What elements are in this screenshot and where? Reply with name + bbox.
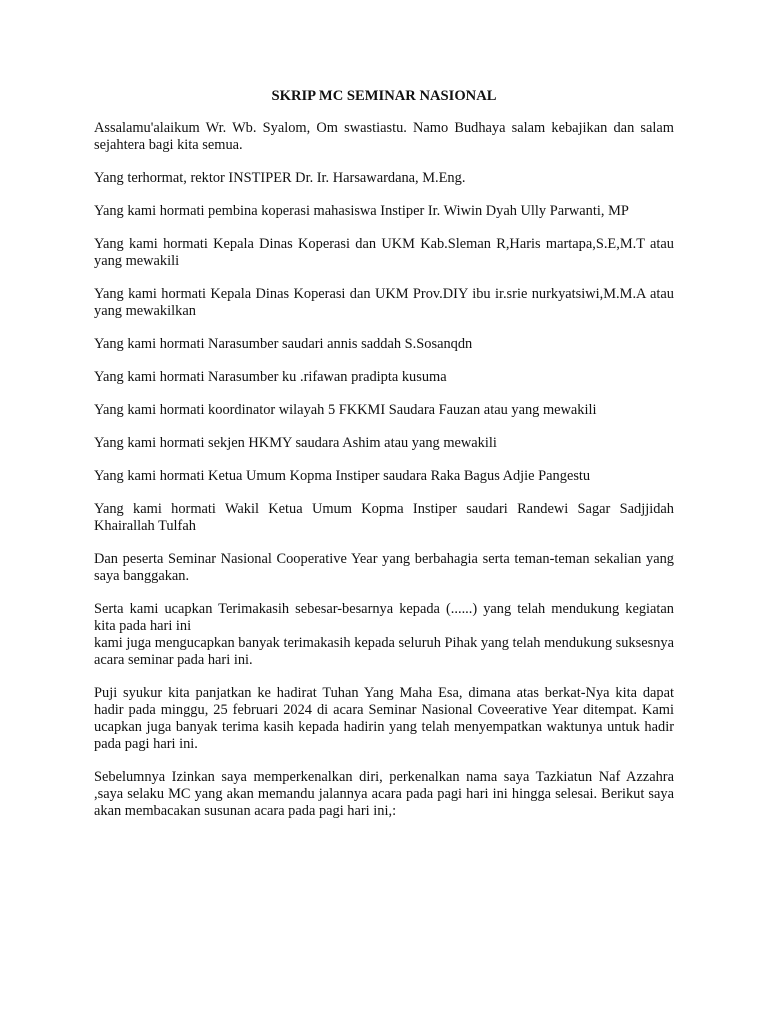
salutation-sleman-office: Yang kami hormati Kepala Dinas Koperasi dan UKM Kab.Sleman R,Haris martapa,S.E,M.T atau yang mewakili: [94, 236, 674, 269]
participants-paragraph: Dan peserta Seminar Nasional Cooperative Year yang berbahagia serta teman-teman sekalian yang saya banggakan.: [94, 551, 674, 584]
thanks-all-paragraph: kami juga mengucapkan banyak terimakasih kepada seluruh Pihak yang telah mendukung suksesnya acara seminar pada hari ini.: [94, 635, 674, 668]
salutation-fkkmi: Yang kami hormati koordinator wilayah 5 FKKMI Saudara Fauzan atau yang mewakili: [94, 402, 597, 418]
salutation-rector: Yang terhormat, rektor INSTIPER Dr. Ir. Harsawardana, M.Eng.: [94, 170, 466, 186]
salutation-kopma-chair: Yang kami hormati Ketua Umum Kopma Instiper saudara Raka Bagus Adjie Pangestu: [94, 468, 591, 484]
salutation-advisor: Yang kami hormati pembina koperasi mahasiswa Instiper Ir. Wiwin Dyah Ully Parwanti, MP: [94, 203, 629, 219]
salutation-speaker-2: Yang kami hormati Narasumber ku .rifawan pradipta kusuma: [94, 369, 447, 385]
salutation-diy-office: Yang kami hormati Kepala Dinas Koperasi dan UKM Prov.DIY ibu ir.srie nurkyatsiwi,M.M.A atau yang mewakilkan: [94, 286, 674, 319]
document-title: SKRIP MC SEMINAR NASIONAL: [271, 88, 497, 104]
greeting-paragraph: Assalamu'alaikum Wr. Wb. Syalom, Om swastiastu. Namo Budhaya salam kebajikan dan salam sejahtera bagi kita semua.: [94, 120, 674, 153]
introduction-paragraph: Sebelumnya Izinkan saya memperkenalkan diri, perkenalkan nama saya Tazkiatun Naf Azzahra ,saya selaku MC yang akan memandu jalannya acara pada pagi hari ini hingga selesai. Berikut saya akan membacakan susunan acara pada pagi hari ini,:: [94, 769, 674, 819]
salutation-kopma-vice-chair: Yang kami hormati Wakil Ketua Umum Kopma Instiper saudari Randewi Sagar Sadjjidah Khairallah Tulfah: [94, 501, 674, 534]
gratitude-paragraph: Puji syukur kita panjatkan ke hadirat Tuhan Yang Maha Esa, dimana atas berkat-Nya kita dapat hadir pada minggu, 25 februari 2024 di acara Seminar Nasional Coveerative Year ditempat. Kami ucapkan juga banyak terima kasih kepada hadirin yang telah menyempatkan waktunya untuk hadir pada pagi hari ini.: [94, 685, 674, 752]
salutation-speaker-1: Yang kami hormati Narasumber saudari annis saddah S.Sosanqdn: [94, 336, 473, 352]
salutation-hkmy: Yang kami hormati sekjen HKMY saudara Ashim atau yang mewakili: [94, 435, 497, 451]
thanks-paragraph: Serta kami ucapkan Terimakasih sebesar-besarnya kepada (......) yang telah mendukung kegiatan kita pada hari ini: [94, 601, 674, 634]
